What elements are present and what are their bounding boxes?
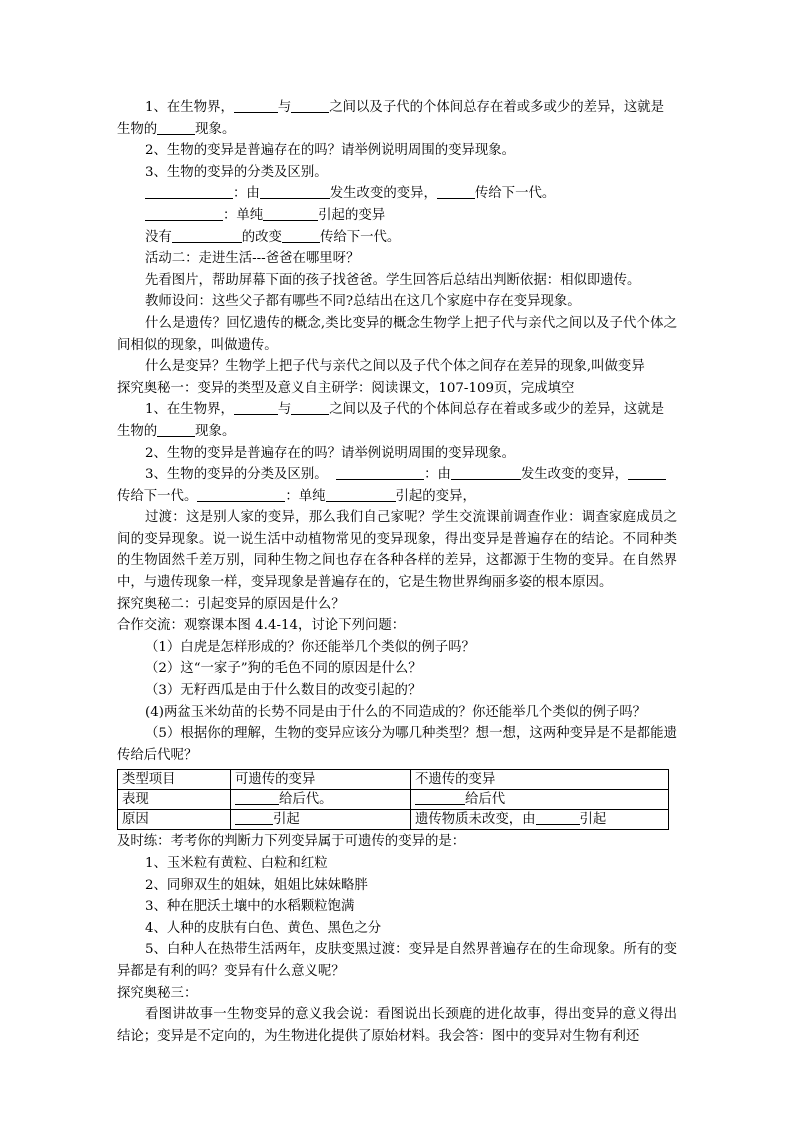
table-cell: 表现 — [118, 790, 231, 810]
blank[interactable] — [628, 465, 666, 480]
table-cell: 可遗传的变异 — [231, 770, 411, 790]
q1-line — [117, 399, 677, 421]
text: 现象。 — [195, 121, 236, 137]
question-item: (4)两盆玉米幼苗的长势不同是由于什么的不同造成的？你还能举几个类似的例子吗？ — [145, 704, 647, 720]
blank[interactable] — [291, 98, 329, 113]
practice-item: 5、白种人在热带生活两年，皮肤变黑过渡：变异是自然界普遍存在的生命现象。所有的变异都是有利的吗？变异有什么意义呢？ — [117, 942, 677, 979]
table-row — [118, 790, 669, 810]
blank[interactable] — [234, 98, 278, 113]
text: 发生改变的变异， — [329, 186, 437, 202]
text: 之间以及子代的个体间总存在着或多或少的差异，这就是 — [329, 402, 665, 418]
document-page — [117, 97, 677, 1047]
text: 引起 — [579, 812, 607, 828]
q3-line: 3、生物的变异的分类及区别。 — [145, 164, 328, 180]
practice-item: 2、同卵双生的姐妹，姐姐比妹妹略胖 — [145, 877, 368, 893]
explore-one-heading: 探究奥秘一：变异的类型及意义自主研学：阅读课文，107-109页，完成填空 — [117, 380, 575, 396]
paragraph-significance: 看图讲故事一生物变异的意义我会说：看图说出长颈鹿的进化故事，得出变异的意义得出结论；变异是不定向的，为生物进化提供了原始材料。我会答：图中的变异对生物有利还 — [117, 1007, 677, 1044]
text: 生物的 — [117, 423, 158, 439]
activity-two: 活动二：走进生活---爸爸在哪里呀？ — [145, 251, 360, 267]
paragraph: 先看图片，帮助屏幕下面的孩子找爸爸。学生回答后总结出判断依据：相似即遗传。 — [145, 272, 641, 288]
question-item: （1）白虎是怎样形成的？你还能举几个类似的例子吗？ — [145, 639, 475, 655]
practice-item: 4、人种的皮肤有白色、黄色、黑色之分 — [145, 920, 382, 936]
paragraph-transition: 过渡：这是别人家的变异，那么我们自己家呢？学生交流课前调查作业：调查家庭成员之间的变异现象。说一说生活中动植物常见的变异现象，得出变异是普遍存在的结论。不同种类的生物固然千差万别，同种生物之间也存在各种各样的差异，这都源于生物的变异。在自然界中，与遗传现象一样，变异现象是普遍存在的，它是生物世界绚丽多姿的根本原因。 — [117, 510, 677, 591]
text: 引起的变异 — [318, 207, 386, 223]
text: ：由 — [424, 467, 451, 483]
text: 发生改变的变异， — [520, 467, 629, 483]
table-cell: 原因 — [118, 810, 231, 830]
table-row — [118, 810, 669, 830]
blank[interactable] — [415, 790, 465, 805]
table-cell: 不遗传的变异 — [411, 770, 669, 790]
practice-item: 3、种在肥沃土壤中的水稻颗粒饱满 — [145, 899, 355, 915]
text: ：单纯 — [223, 207, 264, 223]
text: 传给下一代。 — [319, 229, 401, 245]
blank[interactable] — [197, 487, 285, 502]
classification-line2 — [117, 205, 677, 227]
text: ：由 — [233, 186, 260, 202]
blank[interactable] — [263, 206, 318, 221]
blank[interactable] — [234, 400, 278, 415]
question-item: （3）无籽西瓜是由于什么数目的改变引起的？ — [145, 683, 422, 699]
blank[interactable] — [260, 184, 330, 199]
blank[interactable] — [437, 184, 475, 199]
text: 传给下一代。 — [474, 186, 556, 202]
blank[interactable] — [291, 400, 329, 415]
practice-item: 1、玉米粒有黄粒、白粒和红粒 — [145, 856, 328, 871]
text: 给后代 — [465, 792, 506, 808]
blank[interactable] — [145, 206, 223, 221]
blank[interactable] — [145, 184, 233, 199]
classification-line3 — [117, 227, 677, 249]
blank[interactable] — [451, 465, 521, 480]
table-cell — [411, 790, 669, 810]
text: 给后代。 — [279, 792, 333, 808]
text: 传给下一代。 — [117, 488, 198, 504]
question-item: （2）这“一家子”狗的毛色不同的原因是什么？ — [145, 661, 422, 677]
text: 引起 — [273, 812, 300, 828]
text: 引起的变异， — [395, 488, 476, 504]
q2-line: 2、生物的变异是普遍存在的吗？请举例说明周围的变异现象。 — [145, 143, 516, 159]
q2-line: 2、生物的变异是普遍存在的吗？请举例说明周围的变异现象。 — [145, 445, 516, 461]
table-cell — [231, 790, 411, 810]
blank[interactable] — [157, 120, 195, 135]
variation-table — [117, 769, 669, 830]
blank[interactable] — [235, 810, 273, 825]
blank[interactable] — [336, 465, 424, 480]
q1-line — [117, 97, 677, 119]
blank[interactable] — [536, 810, 580, 825]
q1-line2 — [117, 119, 677, 141]
text: 的改变 — [241, 229, 282, 245]
explore-two-heading: 探究奥秘二：引起变异的原因是什么？ — [117, 596, 345, 612]
q3-line — [117, 464, 677, 486]
q3-line2 — [117, 486, 677, 508]
text: 生物的 — [117, 121, 158, 137]
text: ：单纯 — [285, 488, 326, 504]
text: 遗传物质未改变，由 — [415, 812, 536, 828]
blank[interactable] — [157, 422, 195, 437]
table-row — [118, 770, 669, 790]
text: 与 — [277, 100, 292, 115]
text: 1、在生物界， — [145, 100, 234, 115]
table-cell — [231, 810, 411, 830]
blank[interactable] — [282, 228, 320, 243]
text: 与 — [277, 402, 292, 418]
q1-line2 — [117, 421, 677, 443]
text: 之间以及子代的个体间总存在着或多或少的差异，这就是 — [329, 100, 665, 115]
text: 现象。 — [195, 423, 236, 439]
blank[interactable] — [326, 487, 396, 502]
practice-heading: 及时练：考考你的判断力下列变异属于可遗传的变异的是： — [117, 834, 466, 850]
table-cell — [411, 810, 669, 830]
text: 没有 — [145, 229, 172, 245]
paragraph-heredity: 什么是遗传？回忆遗传的概念,类比变异的概念生物学上把子代与亲代之间以及子代个体之间相似的现象，叫做遗传。 — [117, 315, 677, 353]
question-item: （5）根据你的理解，生物的变异应该分为哪几种类型？想一想，这两种变异是不是都能遗传给后代呢？ — [117, 726, 677, 763]
blank[interactable] — [172, 228, 242, 243]
classification-line1 — [117, 183, 677, 205]
paragraph: 教师设问：这些父子都有哪些不同?总结出在这几个家庭中存在变异现象。 — [145, 294, 581, 310]
paragraph-variation: 什么是变异？生物学上把子代与亲代之间以及子代个体之间存在差异的现象,叫做变异 — [145, 359, 645, 375]
explore-three-heading: 探究奥秘三： — [117, 985, 198, 1001]
text: 3、生物的变异的分类及区别。 — [145, 467, 328, 483]
table-cell: 类型项目 — [118, 770, 231, 790]
text: 1、在生物界， — [145, 402, 234, 418]
discussion-heading: 合作交流：观察课本图 4.4-14，讨论下列问题： — [117, 618, 406, 634]
blank[interactable] — [235, 790, 279, 805]
